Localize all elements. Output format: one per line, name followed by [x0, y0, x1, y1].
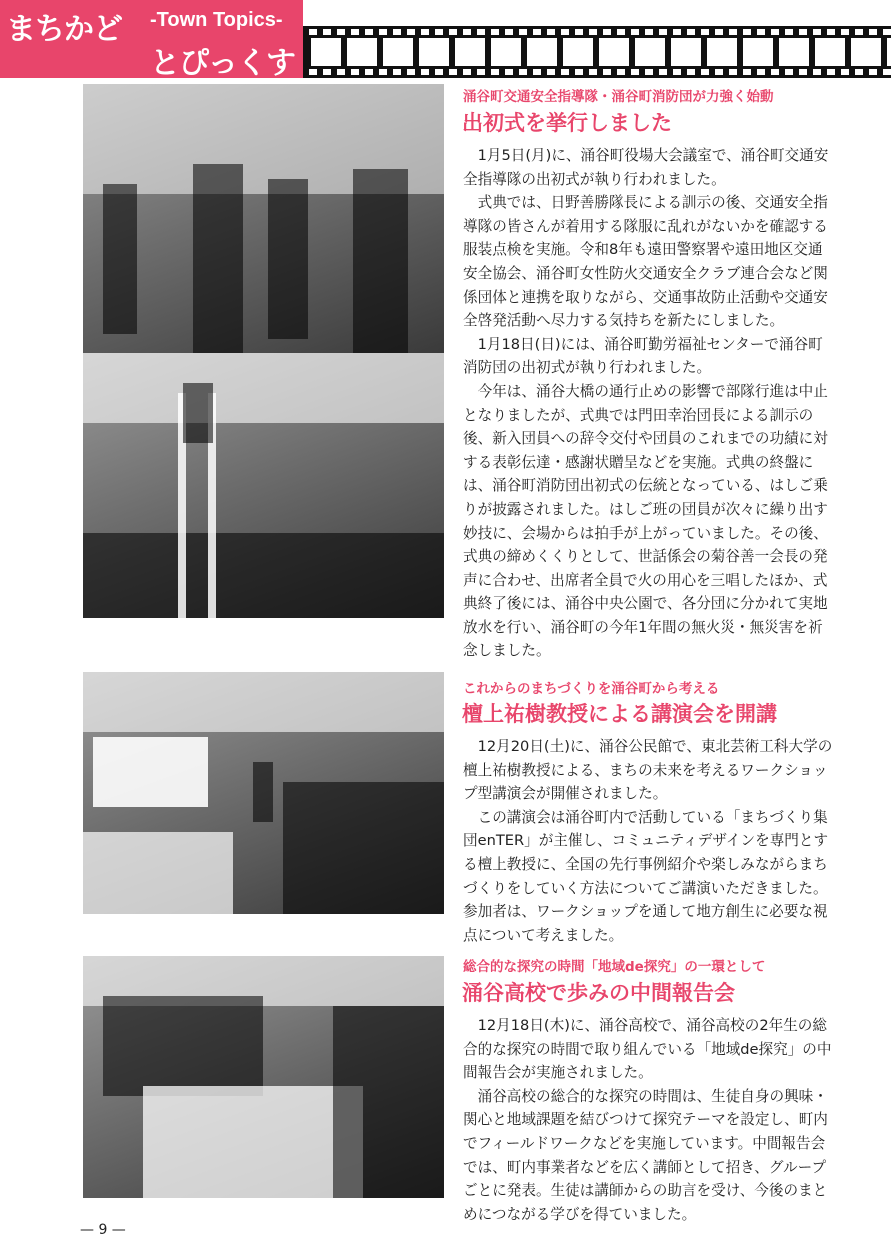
article2-headline: 檀上祐樹教授による講演会を開講: [462, 702, 777, 726]
photo-firefighters-ceremony: [83, 353, 444, 618]
article3-paragraph: 12月18日(木)に、涌谷高校で、涌谷高校の2年生の総合的な探究の時間で取り組んでいる「地域de探究」の中間報告会が実施されました。: [463, 1017, 832, 1082]
article1-paragraph: 今年は、涌谷大橋の通行止めの影響で部隊行進は中止となりましたが、式典では門田幸治団長による訓示の後、新入団員への辞令交付や団員のこれまでの功績に対する表彰伝達・感謝状贈呈などを実施。式典の終盤には、涌谷町消防団出初式の伝統となっている、はしご乗りが披露されました。はしご班の団員が次々に繰り出す妙技に、会場からは拍手が上がっていました。その後、式典の締めくくりとして、世話係会の菊谷善一会長の発声に合わせ、出席者全員で火の用心を三唱したほか、式典終了後には、涌谷中央公園で、各分団に分かれて実地放水を行い、涌谷町の今年1年間の無火災・無災害を祈念しました。: [463, 382, 828, 660]
article3-kicker: 総合的な探究の時間「地域de探究」の一環として: [463, 959, 766, 975]
article3-paragraph: 涌谷高校の総合的な探究の時間は、生徒自身の興味・関心と地域課題を結びつけて探究テーマを設定し、町内でフィールドワークなどを実施しています。中間報告会では、町内事業者などを広く講師として招き、グループごとに発表。生徒は講師からの助言を受け、今後のまとめにつながる学びを得ていました。: [463, 1087, 828, 1223]
photo-lecture-workshop: [83, 672, 444, 914]
article2-paragraph: 12月20日(土)に、涌谷公民館で、東北芸術工科大学の檀上祐樹教授による、まちの未来を考えるワークショップ型講演会が開催されました。: [463, 738, 833, 803]
article1-paragraph: 式典では、日野善勝隊長による訓示の後、交通安全指導隊の皆さんが着用する隊服に乱れがないかを確認する服装点検を実施。令和8年も遠田警察署や遠田地区交通安全協会、涌谷町女性防火交通安全クラブ連合会など関係団体と連携を取りながら、交通事故防止活動や交通安全啓発活動へ尽力する気持ちを新たにしました。: [463, 194, 828, 330]
page-number: — 9 —: [80, 1222, 126, 1238]
article3-body: [463, 1014, 835, 1226]
header-title-line2: とぴっくす: [150, 46, 295, 81]
article1-paragraph: 1月18日(日)には、涌谷町勤労福祉センターで涌谷町消防団の出初式が執り行われました。: [463, 335, 823, 377]
article1-body: [463, 144, 835, 663]
article2-kicker: これからのまちづくりを涌谷町から考える: [463, 681, 720, 697]
film-strip-decoration: [303, 26, 891, 78]
article1-headline: 出初式を挙行しました: [462, 111, 672, 135]
article2-paragraph: この講演会は涌谷町内で活動している「まちづくり集団enTER」が主催し、コミュニティデザインを専門とする檀上教授に、全国の先行事例紹介や楽しみながらまちづくりをしていく方法についてご講演いただきました。参加者は、ワークショップを通して地方創生に必要な視点について考えました。: [463, 808, 829, 944]
article3-headline: 涌谷高校で歩みの中間報告会: [462, 981, 735, 1005]
header-subtitle: -Town Topics-: [150, 9, 283, 31]
header-title-line1: まちかど: [6, 12, 122, 47]
header-badge: [0, 0, 303, 81]
photo-high-school-report: [83, 956, 444, 1198]
article1-paragraph: 1月5日(月)に、涌谷町役場大会議室で、涌谷町交通安全指導隊の出初式が執り行われました。: [463, 147, 829, 188]
photo-traffic-safety-inspection: [83, 84, 444, 353]
article1-kicker: 涌谷町交通安全指導隊・涌谷町消防団が力強く始動: [463, 89, 774, 105]
article2-body: [463, 735, 835, 947]
